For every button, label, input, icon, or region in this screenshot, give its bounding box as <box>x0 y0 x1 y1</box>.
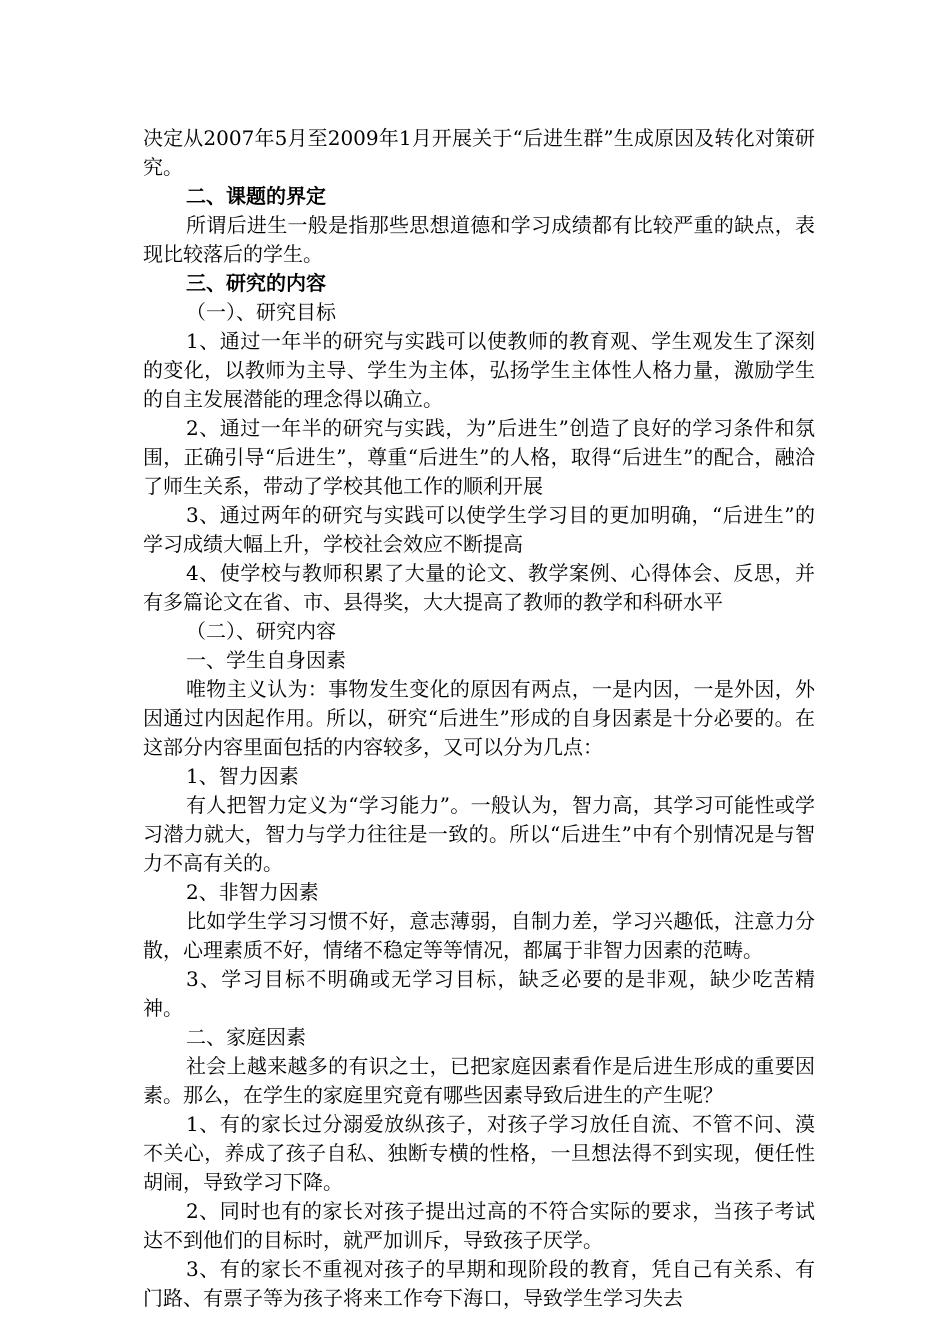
body-paragraph: 社会上越来越多的有识之士，已把家庭因素看作是后进生形成的重要因素。那么，在学生的家庭里究竟有哪些因素导致后进生的产生呢？ <box>143 1054 815 1107</box>
body-paragraph: 1、有的家长过分溺爱放纵孩子，对孩子学习放任自流、不管不问、漠不关心，养成了孩子自私、独断专横的性格，一旦想法得不到实现，便任性胡闹，导致学习下降。 <box>143 1112 815 1194</box>
body-paragraph: 2、通过一年半的研究与实践，为”后进生”创造了良好的学习条件和氛围，正确引导“后进生”，尊重“后进生”的人格，取得“后进生”的配合，融洽了师生关系，带动了学校其他工作的顺利开展 <box>143 416 815 498</box>
body-paragraph: 3、有的家长不重视对孩子的早期和现阶段的教育，凭自己有关系、有门路、有票子等为孩子将来工作夸下海口，导致学生学习失去 <box>143 1257 815 1310</box>
body-paragraph: 3、通过两年的研究与实践可以使学生学习目的更加明确，“后进生”的学习成绩大幅上升，学校社会效应不断提高 <box>143 503 815 556</box>
body-paragraph: 唯物主义认为：事物发生变化的原因有两点，一是内因，一是外因，外因通过内因起作用。所以，研究“后进生”形成的自身因素是十分必要的。在这部分内容里面包括的内容较多，又可以分为几点： <box>143 677 815 759</box>
body-paragraph: 所谓后进生一般是指那些思想道德和学习成绩都有比较严重的缺点，表现比较落后的学生。 <box>143 213 815 266</box>
body-paragraph: 1、通过一年半的研究与实践可以使教师的教育观、学生观发生了深刻的变化，以教师为主导、学生为主体，弘扬学生主体性人格力量，激励学生的自主发展潜能的理念得以确立。 <box>143 329 815 411</box>
subsection-heading: 1、智力因素 <box>186 764 299 788</box>
subsection-heading: 2、非智力因素 <box>186 880 319 904</box>
section-heading: 三、研究的内容 <box>186 271 326 295</box>
body-paragraph: 比如学生学习习惯不好，意志薄弱，自制力差，学习兴趣低，注意力分散，心理素质不好，情绪不稳定等等情况，都属于非智力因素的范畴。 <box>143 909 815 962</box>
body-paragraph: 4、使学校与教师积累了大量的论文、教学案例、心得体会、反思，并有多篇论文在省、市、县得奖，大大提高了教师的教学和科研水平 <box>143 561 815 614</box>
subsection-heading: （一）、研究目标 <box>186 300 336 324</box>
subsection-heading: 一、学生自身因素 <box>186 648 346 672</box>
body-paragraph: 3、学习目标不明确或无学习目标，缺乏必要的是非观，缺少吃苦精神。 <box>143 967 815 1020</box>
section-heading: 二、课题的界定 <box>186 184 326 208</box>
subsection-heading: （二）、研究内容 <box>186 619 336 643</box>
body-paragraph: 有人把智力定义为“学习能力”。一般认为，智力高，其学习可能性或学习潜力就大，智力与学力往往是一致的。所以“后进生”中有个别情况是与智力不高有关的。 <box>143 793 815 875</box>
body-paragraph: 2、同时也有的家长对孩子提出过高的不符合实际的要求，当孩子考试达不到他们的目标时，就严加训斥，导致孩子厌学。 <box>143 1199 815 1252</box>
body-paragraph: 决定从2007年5月至2009年1月开展关于“后进生群”生成原因及转化对策研究。 <box>143 126 815 179</box>
subsection-heading: 二、家庭因素 <box>186 1025 306 1049</box>
document-page <box>143 124 815 1313</box>
